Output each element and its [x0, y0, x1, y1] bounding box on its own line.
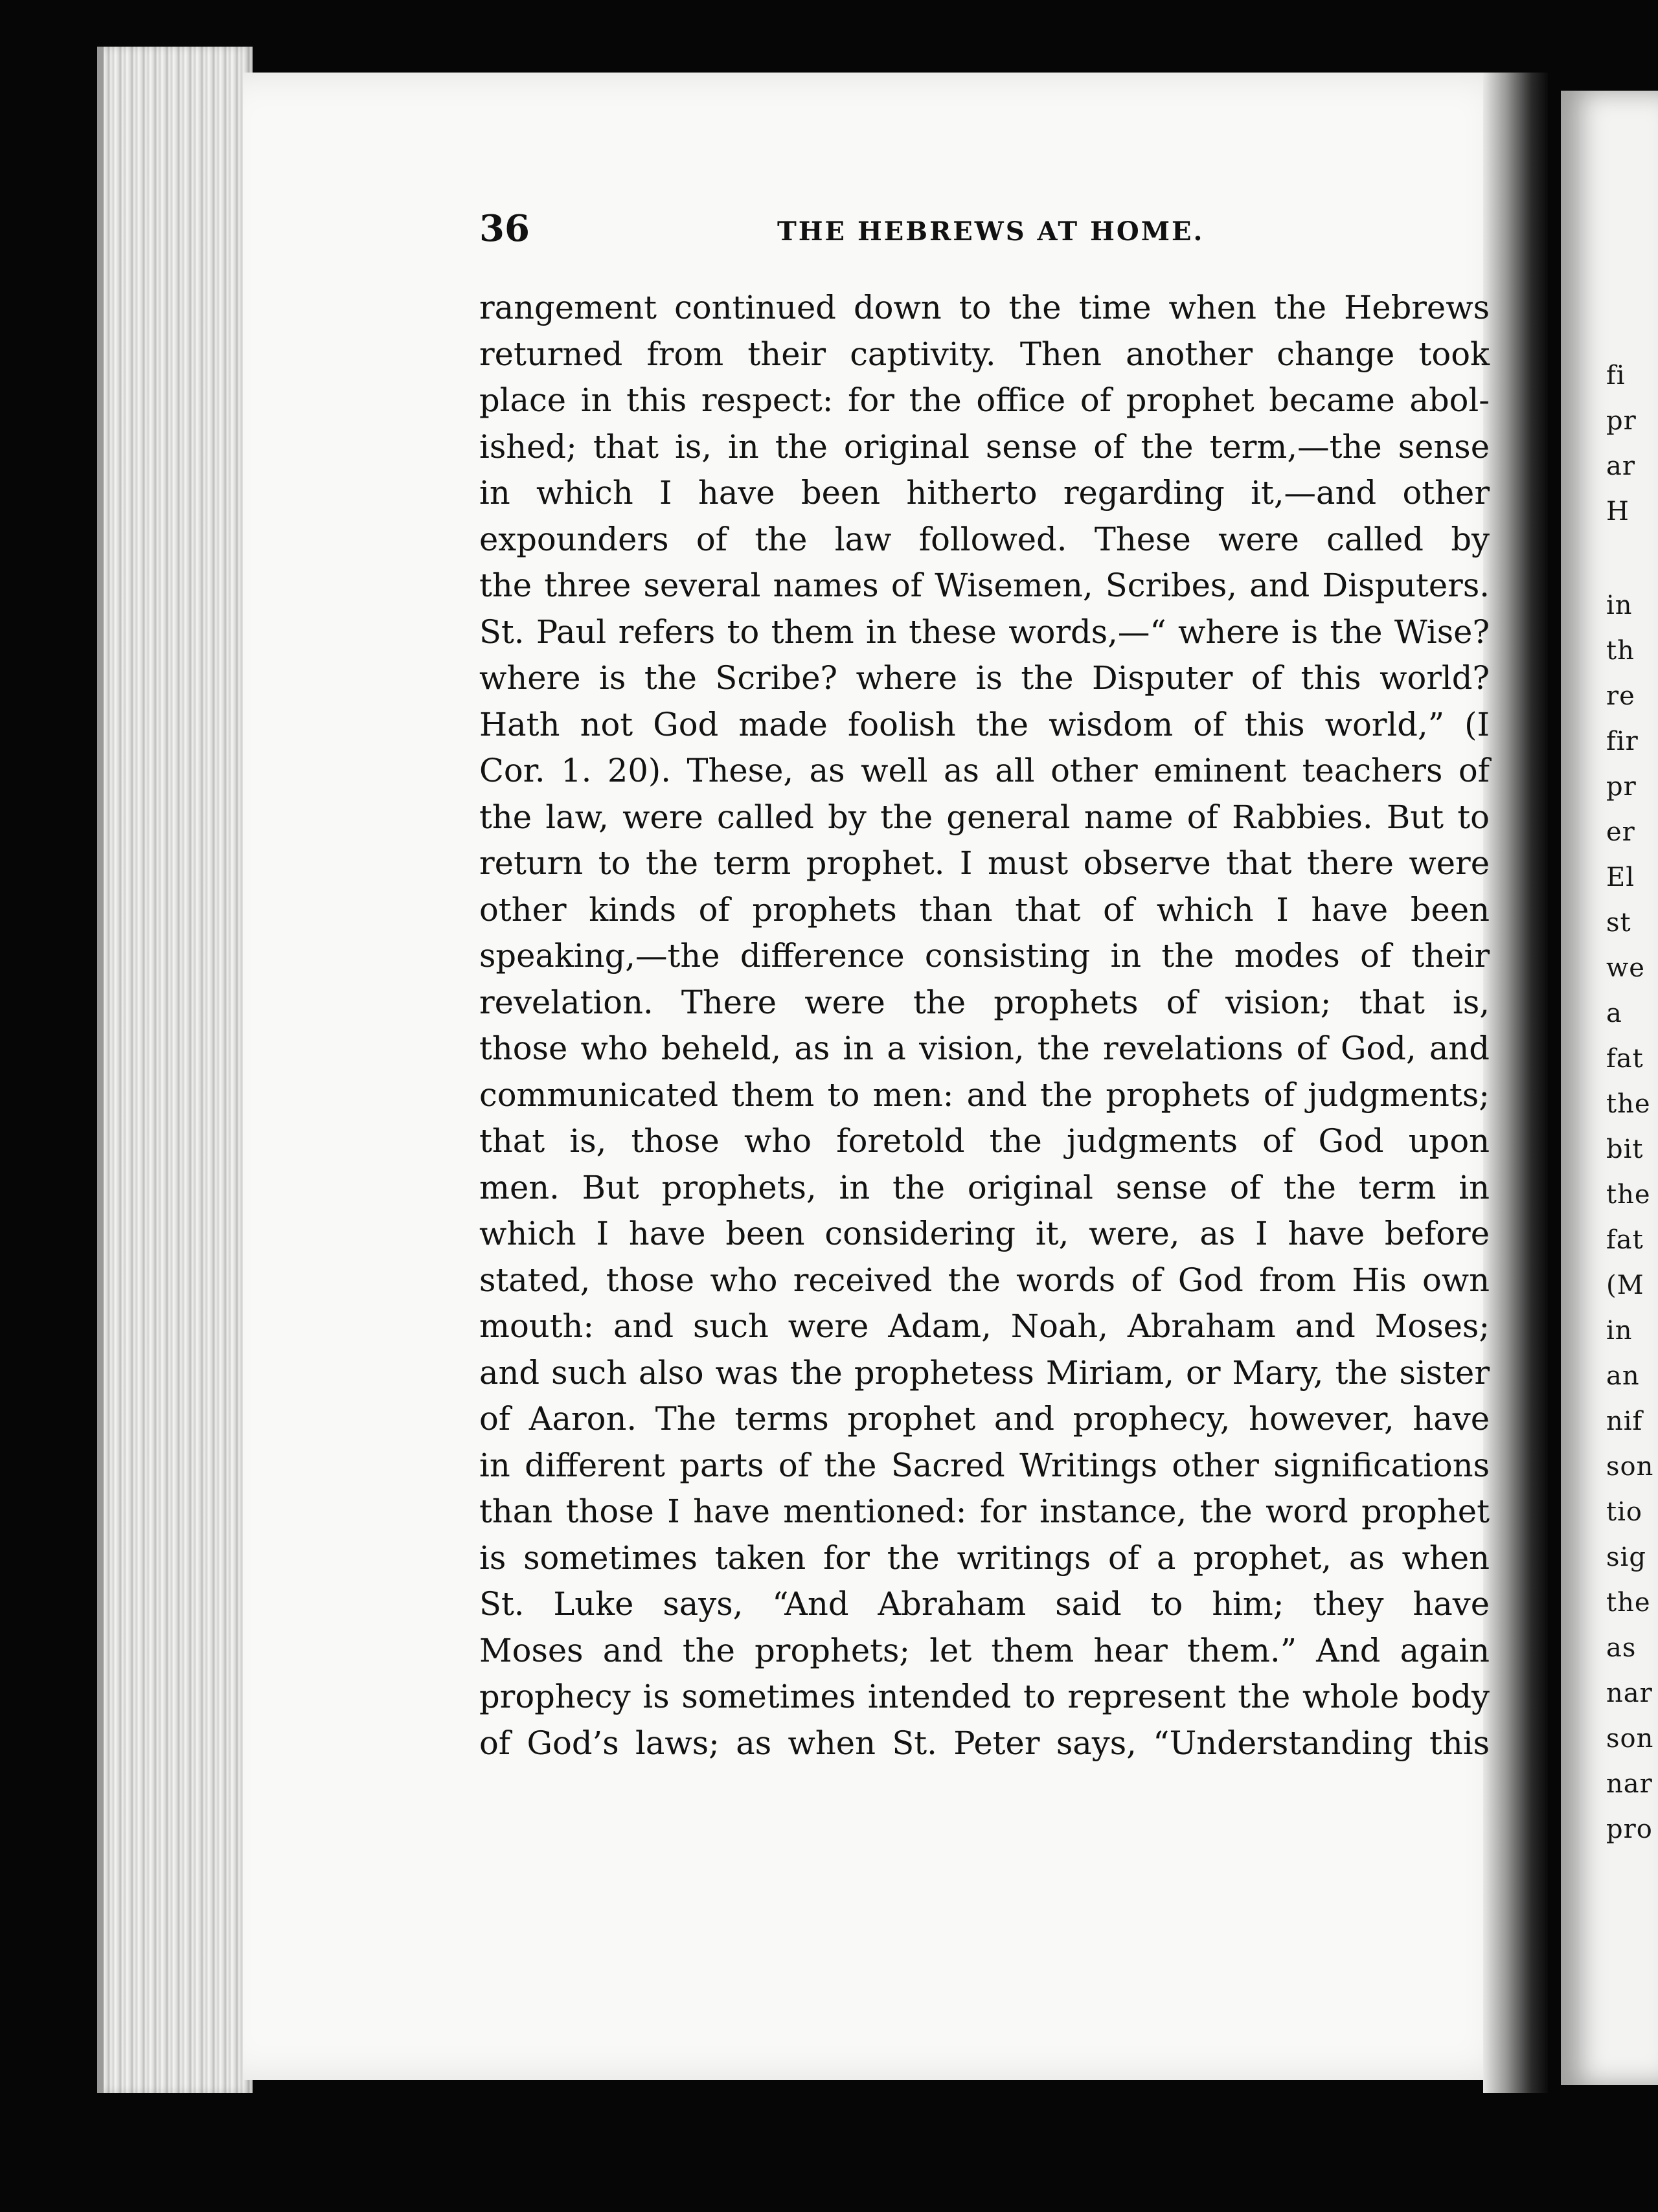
facing-fragment: pr	[1606, 772, 1637, 802]
facing-fragment: pr	[1606, 406, 1637, 436]
facing-fragment: in	[1606, 591, 1633, 620]
facing-fragment: st	[1606, 908, 1631, 938]
facing-fragment: in	[1606, 1316, 1633, 1346]
facing-fragment: fat	[1606, 1044, 1644, 1074]
text-line: Cor. 1. 20). These, as well as all other eminent teachers of	[479, 752, 1490, 789]
running-title: THE HEBREWS AT HOME.	[777, 216, 1205, 247]
facing-fragment: fi	[1606, 361, 1626, 390]
text-line: the three several names of Wisemen, Scribes, and Disputers.	[479, 567, 1490, 604]
facing-fragment: H	[1606, 497, 1630, 526]
facing-fragment: we	[1606, 953, 1645, 983]
facing-fragment: the	[1606, 1588, 1651, 1618]
facing-fragment: fat	[1606, 1225, 1644, 1255]
text-line: prophecy is sometimes intended to represent the whole body	[479, 1678, 1490, 1715]
facing-fragment: son	[1606, 1452, 1654, 1482]
facing-fragment: th	[1606, 636, 1635, 666]
text-line: St. Luke says, “And Abraham said to him; they have	[479, 1585, 1490, 1623]
text-line: revelation. There were the prophets of vision; that is,	[479, 983, 1490, 1021]
text-line: communicated them to men: and the prophets of judgments;	[479, 1076, 1490, 1114]
facing-fragment: El	[1606, 863, 1635, 892]
text-line: other kinds of prophets than that of which I have been	[479, 890, 1490, 929]
facing-fragment: an	[1606, 1361, 1640, 1391]
book-page-edges	[97, 47, 253, 2093]
facing-fragment: nar	[1606, 1678, 1653, 1708]
facing-fragment: pro	[1606, 1814, 1653, 1844]
text-line: which I have been considering it, were, as I have before	[479, 1215, 1490, 1252]
text-line: returned from their captivity. Then another change took	[479, 335, 1490, 373]
text-line: men. But prophets, in the original sense of the term in	[479, 1168, 1490, 1206]
facing-fragment: sig	[1606, 1542, 1646, 1572]
text-line: of Aaron. The terms prophet and prophecy, however, have	[479, 1400, 1490, 1438]
text-line: than those I have mentioned: for instance, the word prophet	[479, 1493, 1490, 1530]
facing-fragment: re	[1606, 681, 1635, 711]
facing-fragment: nif	[1606, 1406, 1643, 1436]
facing-fragment: son	[1606, 1724, 1654, 1754]
facing-fragment: er	[1606, 817, 1635, 847]
text-line: in different parts of the Sacred Writings other significations	[479, 1446, 1490, 1484]
facing-fragment: ar	[1606, 451, 1635, 481]
text-line: Hath not God made foolish the wisdom of this world,” (I	[479, 705, 1490, 743]
text-line: the law, were called by the general name of Rabbies. But to	[479, 798, 1490, 836]
facing-fragment: bit	[1606, 1134, 1644, 1164]
text-line: of God’s laws; as when St. Peter says, “Understanding this	[479, 1724, 1490, 1762]
text-line: return to the term prophet. I must observe that there were	[479, 844, 1490, 882]
text-line: speaking,—the difference consisting in the modes of their	[479, 937, 1490, 975]
facing-fragment: the	[1606, 1089, 1651, 1119]
page-number: 36	[479, 207, 530, 250]
facing-fragment: tio	[1606, 1497, 1642, 1527]
text-line: those who beheld, as in a vision, the revelations of God, and	[479, 1030, 1490, 1067]
text-line: is sometimes taken for the writings of a prophet, as when	[479, 1539, 1490, 1577]
text-line: St. Paul refers to them in these words,—“ where is the Wise?	[479, 613, 1490, 651]
text-line: ished; that is, in the original sense of the term,—the sense	[479, 427, 1490, 466]
book-gutter-shadow	[1483, 73, 1548, 2093]
facing-fragment: a	[1606, 999, 1622, 1028]
text-line: and such also was the prophetess Miriam, or Mary, the sister	[479, 1353, 1490, 1392]
text-line: Moses and the prophets; let them hear them.” And again	[479, 1631, 1490, 1669]
facing-fragment: the	[1606, 1180, 1651, 1210]
text-line: mouth: and such were Adam, Noah, Abraham and Moses;	[479, 1307, 1490, 1345]
facing-fragment: nar	[1606, 1769, 1653, 1799]
text-line: where is the Scribe? where is the Disputer of this world?	[479, 659, 1490, 697]
facing-fragment: fir	[1606, 727, 1639, 756]
facing-fragment: (M	[1606, 1270, 1644, 1300]
text-line: place in this respect: for the office of prophet became abol-	[479, 381, 1490, 419]
text-line: that is, those who foretold the judgments of God upon	[479, 1122, 1490, 1160]
text-line: in which I have been hitherto regarding it,—and other	[479, 474, 1490, 512]
body-text	[479, 285, 1490, 1766]
page-header	[479, 207, 1503, 253]
facing-fragment: as	[1606, 1633, 1637, 1663]
text-line: expounders of the law followed. These were called by	[479, 520, 1490, 558]
text-line: stated, those who received the words of God from His own	[479, 1261, 1490, 1299]
text-line: rangement continued down to the time when the Hebrews	[479, 289, 1490, 326]
